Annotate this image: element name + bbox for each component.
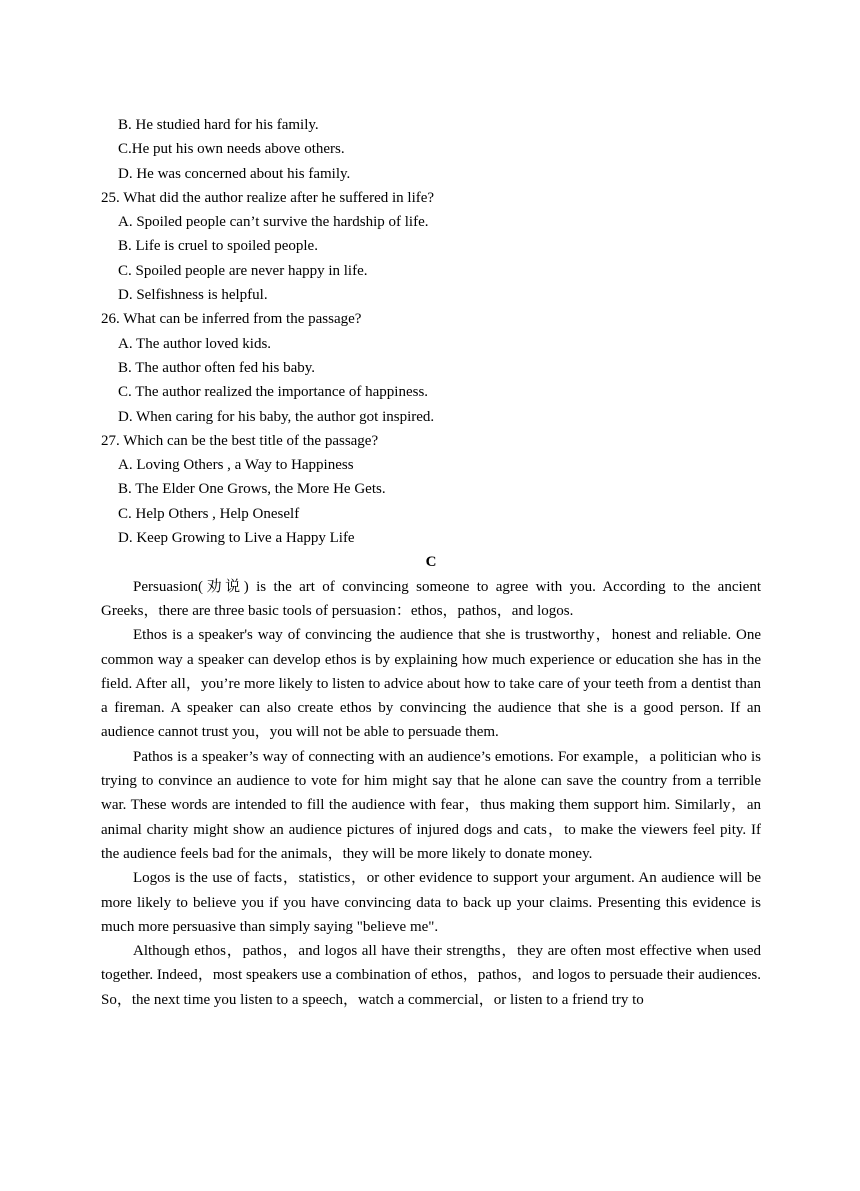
- q25-option-d: D. Selfishness is helpful.: [118, 287, 268, 304]
- q27-option-d: D. Keep Growing to Live a Happy Life: [118, 530, 355, 547]
- q26-option-c: C. The author realized the importance of happiness.: [118, 384, 429, 401]
- paragraph-ethos: Ethos is a speaker's way of convincing the audience that she is trustworthy，honest and reliable. One common way a speaker can develop ethos is by explaining how much experience or education she has in the field. After all，you’re more likely to listen to advice about how to take care of your teeth from a dentist than a fireman. A speaker can also create ethos by convincing the audience that she is a good person. If an audience cannot trust you，you will not be able to persuade them.: [101, 627, 761, 741]
- q27-option-a: A. Loving Others , a Way to Happiness: [118, 457, 354, 474]
- paragraph-persuasion: Persuasion(劝说) is the art of convincing someone to agree with you. According to the ancient Greeks，there are three basic tools of persuasion：ethos，pathos，and logos.: [101, 578, 761, 619]
- paragraph-pathos: Pathos is a speaker’s way of connecting with an audience’s emotions. For example，a politician who is trying to convince an audience to vote for him might say that he alone can save the country from a terrible war. These words are intended to fill the audience with fear，thus making them support him. Similarly，an animal charity might show an audience pictures of injured dogs and cats，to make the viewers feel pity. If the audience feels bad for the animals，they will be more likely to donate money.: [101, 748, 761, 862]
- section-c-heading: C: [425, 554, 437, 571]
- q27-option-b: B. The Elder One Grows, the More He Gets.: [118, 481, 386, 498]
- q26-option-d: D. When caring for his baby, the author got inspired.: [118, 408, 435, 425]
- q25-stem: 25. What did the author realize after he suffered in life?: [101, 189, 435, 206]
- q27-stem: 27. Which can be the best title of the passage?: [101, 432, 379, 449]
- q26-option-b: B. The author often fed his baby.: [118, 359, 316, 376]
- paragraph-combination: Although ethos，pathos，and logos all have their strengths，they are often most effective when used together. Indeed，most speakers use a combination of ethos，pathos，and logos to persuade their audiences. So，the next time you listen to a speech，watch a commercial，or listen to a friend try to: [101, 943, 761, 1008]
- q24-option-c: C.He put his own needs above others.: [118, 141, 345, 158]
- q26-option-a: A. The author loved kids.: [118, 335, 272, 352]
- q25-option-b: B. Life is cruel to spoiled people.: [118, 238, 318, 255]
- q24-option-d: D. He was concerned about his family.: [118, 165, 351, 182]
- q25-option-c: C. Spoiled people are never happy in life.: [118, 262, 368, 279]
- q26-stem: 26. What can be inferred from the passage?: [101, 311, 362, 328]
- q27-option-c: C. Help Others , Help Oneself: [118, 505, 300, 522]
- document-page: [101, 113, 761, 1012]
- q24-option-b: B. He studied hard for his family.: [118, 117, 319, 133]
- paragraph-logos: Logos is the use of facts，statistics，or other evidence to support your argument. An audience will be more likely to believe you if you have convincing data to back up your claims. Presenting this evidence is much more persuasive than simply saying "believe me".: [101, 870, 761, 935]
- q25-option-a: A. Spoiled people can’t survive the hardship of life.: [118, 214, 429, 231]
